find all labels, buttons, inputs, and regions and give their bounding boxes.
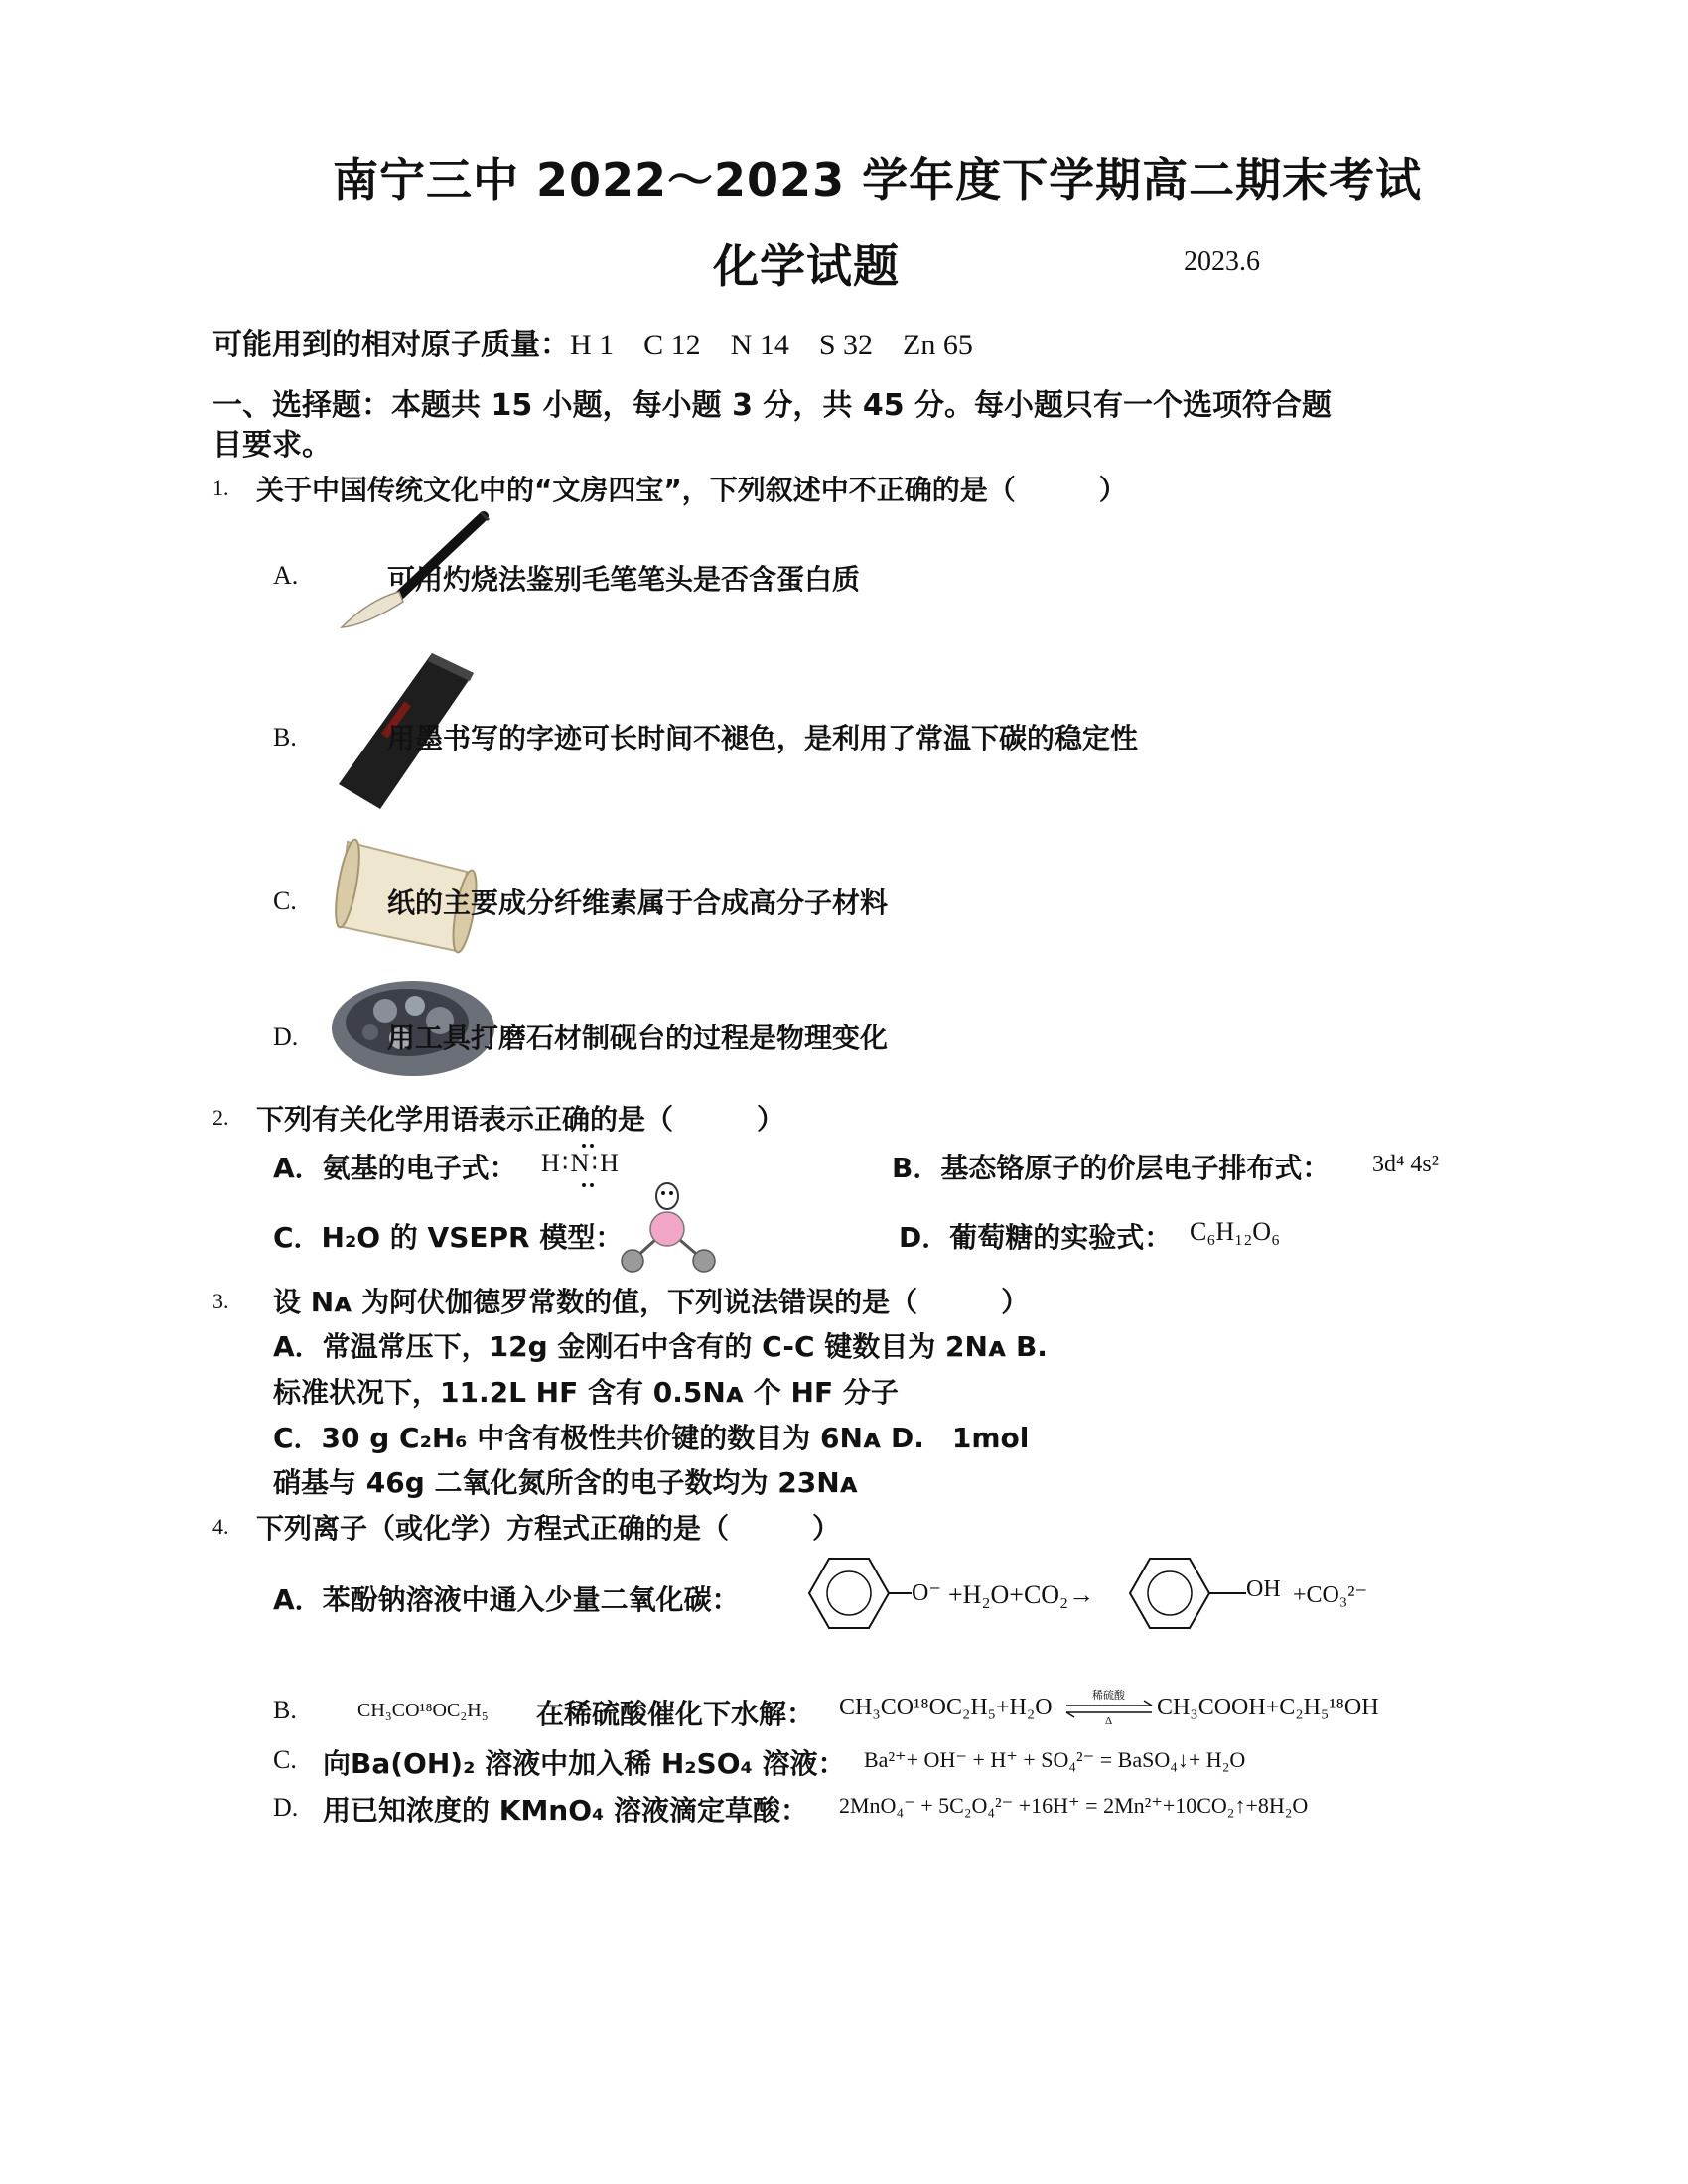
q1-option-a-letter: A. (273, 561, 299, 590)
exam-title: 南宁三中 2022～2023 学年度下学期高二期末考试 (333, 153, 1423, 206)
q4-option-c-equation: Ba²⁺+ OH⁻ + H⁺ + SO₄²⁻ = BaSO₄↓+ H₂O (864, 1747, 1246, 1772)
q2-option-d-formula: C₆H₁₂O₆ (1190, 1217, 1281, 1246)
q4-option-a-reagents: +H₂O+CO₂→ (948, 1580, 1095, 1609)
q1-option-b-letter: B. (273, 723, 297, 751)
q3-line-4: 硝基与 46g 二氧化氮所含的电子数均为 23Nᴀ (273, 1466, 858, 1499)
atomic-mass-values: H 1 C 12 N 14 S 32 Zn 65 (570, 329, 973, 361)
q1-option-b-text: 用墨书写的字迹可长时间不褪色，是利用了常温下碳的稳定性 (387, 722, 1139, 754)
q1-option-d-text: 用工具打磨石材制砚台的过程是物理变化 (387, 1022, 889, 1054)
q1-option-d-letter: D. (273, 1023, 299, 1051)
q2-option-d-label: D．葡萄糖的实验式： (899, 1221, 1173, 1254)
exam-date: 2023.6 (1184, 246, 1260, 277)
q2-option-b-label: B．基态铬原子的价层电子排布式： (892, 1152, 1331, 1184)
q3-number: 3. (212, 1289, 229, 1313)
atomic-mass-line (212, 320, 973, 363)
q3-line-3: C．30 g C₂H₆ 中含有极性共价键的数目为 6Nᴀ D. 1mol (273, 1422, 1030, 1454)
q4-option-d-label: 用已知浓度的 KMnO₄ 溶液滴定草酸： (323, 1794, 809, 1827)
q4-option-b-condition-top: 稀硫酸 (1092, 1690, 1125, 1702)
q1-option-c-letter: C. (273, 887, 297, 915)
vsepr-model-image (611, 1181, 725, 1276)
q3-stem: 设 Nᴀ 为阿伏伽德罗常数的值，下列说法错误的是（ ） (273, 1286, 1030, 1318)
q4-option-b-condition-bottom: Δ (1105, 1715, 1113, 1727)
q2-option-a-label: A．氨基的电子式： (273, 1152, 517, 1184)
q4-option-d-letter: D. (273, 1793, 299, 1822)
q1-option-c-text: 纸的主要成分纤维素属于合成高分子材料 (387, 887, 889, 919)
q4-option-a-product: +CO₃²⁻ (1293, 1582, 1368, 1608)
q4-option-b-eq-right: CH₃COOH+C₂H₅¹⁸OH (1157, 1695, 1379, 1720)
q4-option-b-reactant: CH₃CO¹⁸OC₂H₅ (357, 1700, 489, 1721)
phenoxide-ring-icon (784, 1544, 914, 1643)
q4-stem: 下列离子（或化学）方程式正确的是（ ） (256, 1512, 841, 1545)
q1-option-a-text: 可用灼烧法鉴别毛笔笔头是否含蛋白质 (387, 563, 861, 596)
section-heading-line1: 一、选择题：本题共 15 小题，每小题 3 分，共 45 分。每小题只有一个选项符合题 (212, 388, 1333, 423)
q2-option-b-formula: 3d⁴ 4s² (1372, 1152, 1439, 1177)
q4-option-b-label: 在稀硫酸催化下水解： (536, 1698, 815, 1730)
q1-number: 1. (212, 476, 229, 500)
q1-stem: 关于中国传统文化中的“文房四宝”，下列叙述中不正确的是（ ） (256, 474, 1127, 506)
q4-option-c-label: 向Ba(OH)₂ 溶液中加入稀 H₂SO₄ 溶液： (323, 1747, 846, 1780)
q2-number: 2. (212, 1105, 229, 1130)
q2-option-a-formula: H∶N∶H (541, 1149, 621, 1177)
q4-option-a-phenoxide: O⁻ (912, 1580, 941, 1606)
subject-title: 化学试题 (713, 239, 900, 293)
q4-option-d-equation: 2MnO₄⁻ + 5C₂O₄²⁻ +16H⁺ = 2Mn²⁺+10CO₂↑+8H₂O (839, 1793, 1309, 1818)
q3-line-2: 标准状况下，11.2L HF 含有 0.5Nᴀ 个 HF 分子 (273, 1376, 899, 1409)
lone-pair-dots-icon (574, 1142, 604, 1191)
q4-option-a-phenol: OH (1246, 1576, 1281, 1602)
q4-option-c-letter: C. (273, 1745, 297, 1774)
atomic-mass-label: 可能用到的相对原子质量： (212, 328, 570, 362)
phenol-ring-icon (1122, 1544, 1251, 1643)
q2-stem: 下列有关化学用语表示正确的是（ ） (256, 1103, 785, 1136)
q4-option-a-label: A．苯酚钠溶液中通入少量二氧化碳： (273, 1583, 740, 1616)
q3-line-1: A．常温常压下，12g 金刚石中含有的 C-C 键数目为 2Nᴀ B. (273, 1330, 1048, 1363)
q4-option-b-eq-left: CH₃CO¹⁸OC₂H₅+H₂O (839, 1695, 1053, 1720)
q4-number: 4. (212, 1514, 229, 1539)
section-heading-line2: 目要求。 (212, 428, 332, 463)
q4-option-b-letter: B. (273, 1696, 297, 1724)
q2-option-c-label: C．H₂O 的 VSEPR 模型： (273, 1221, 624, 1254)
